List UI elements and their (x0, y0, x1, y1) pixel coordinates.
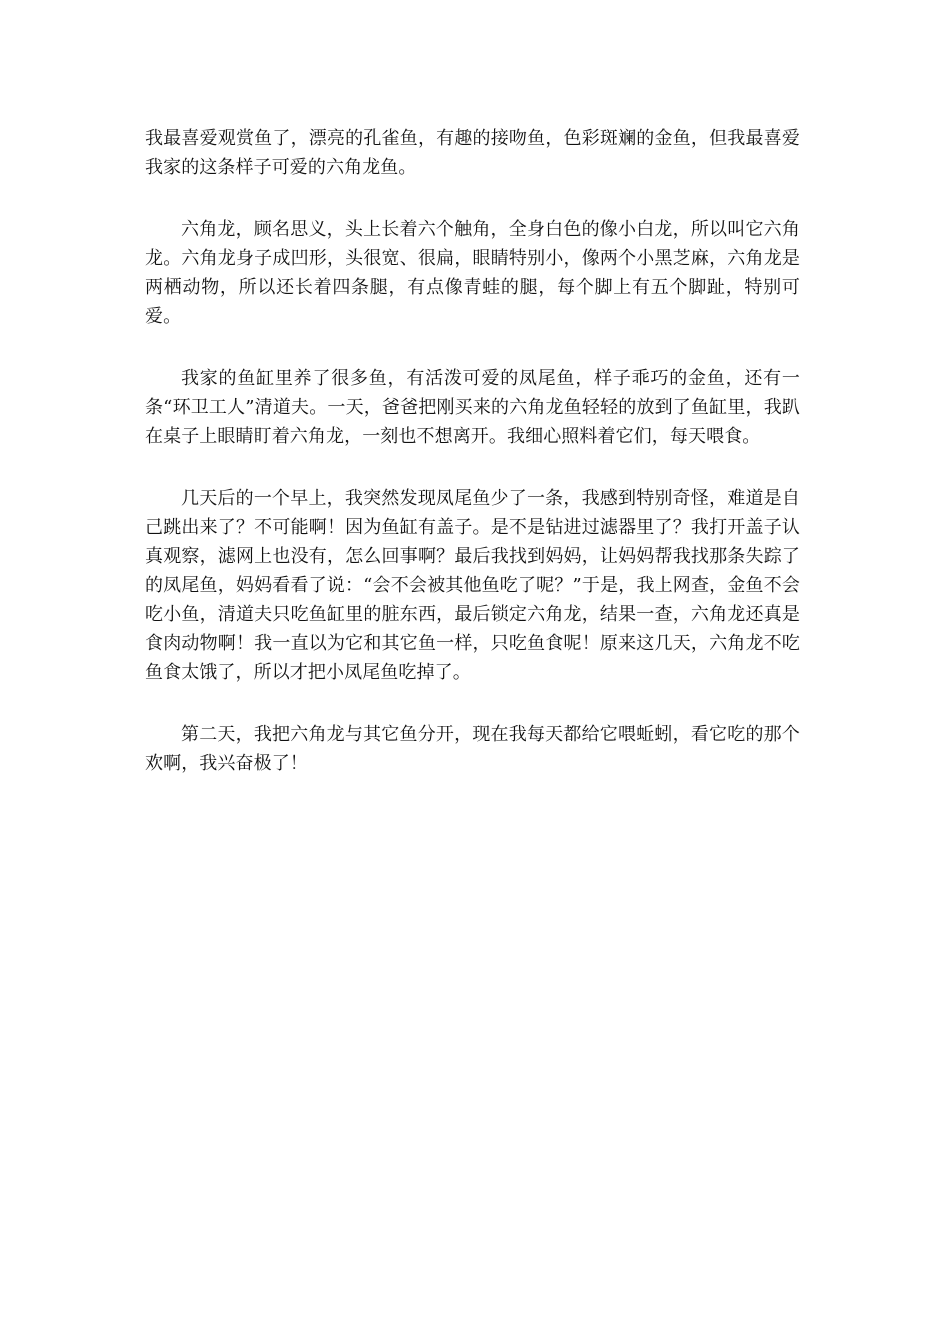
paragraph-mystery: 几天后的一个早上，我突然发现凤尾鱼少了一条，我感到特别奇怪，难道是自己跳出来了？不可能啊！因为鱼缸有盖子。是不是钻进过滤器里了？我打开盖子认真观察，滤网上也没有，怎么回事啊？最后我找到妈妈，让妈妈帮我找那条失踪了的凤尾鱼，妈妈看看了说：“会不会被其他鱼吃了呢？”于是，我上网查，金鱼不会吃小鱼，清道夫只吃鱼缸里的脏东西，最后锁定六角龙，结果一查，六角龙还真是食肉动物啊！我一直以为它和其它鱼一样，只吃鱼食呢！原来这几天，六角龙不吃鱼食太饿了，所以才把小凤尾鱼吃掉了。 (145, 488, 800, 683)
document-body (145, 124, 800, 811)
paragraph-description: 六角龙，顾名思义，头上长着六个触角，全身白色的像小白龙，所以叫它六角龙。六角龙身子成凹形，头很宽、很扁，眼睛特别小，像两个小黑芝麻，六角龙是两栖动物，所以还长着四条腿，有点像青蛙的腿，每个脚上有五个脚趾，特别可爱。 (145, 219, 800, 327)
paragraph-conclusion: 第二天，我把六角龙与其它鱼分开，现在我每天都给它喂蚯蚓，看它吃的那个欢啊，我兴奋极了！ (145, 724, 800, 774)
paragraph-aquarium: 我家的鱼缸里养了很多鱼，有活泼可爱的凤尾鱼，样子乖巧的金鱼，还有一条“环卫工人”清道夫。一天，爸爸把刚买来的六角龙鱼轻轻的放到了鱼缸里，我趴在桌子上眼睛盯着六角龙，一刻也不想离开。我细心照料着它们，每天喂食。 (145, 368, 800, 447)
paragraph-intro: 我最喜爱观赏鱼了，漂亮的孔雀鱼，有趣的接吻鱼，色彩斑斓的金鱼，但我最喜爱我家的这条样子可爱的六角龙鱼。 (145, 128, 800, 178)
